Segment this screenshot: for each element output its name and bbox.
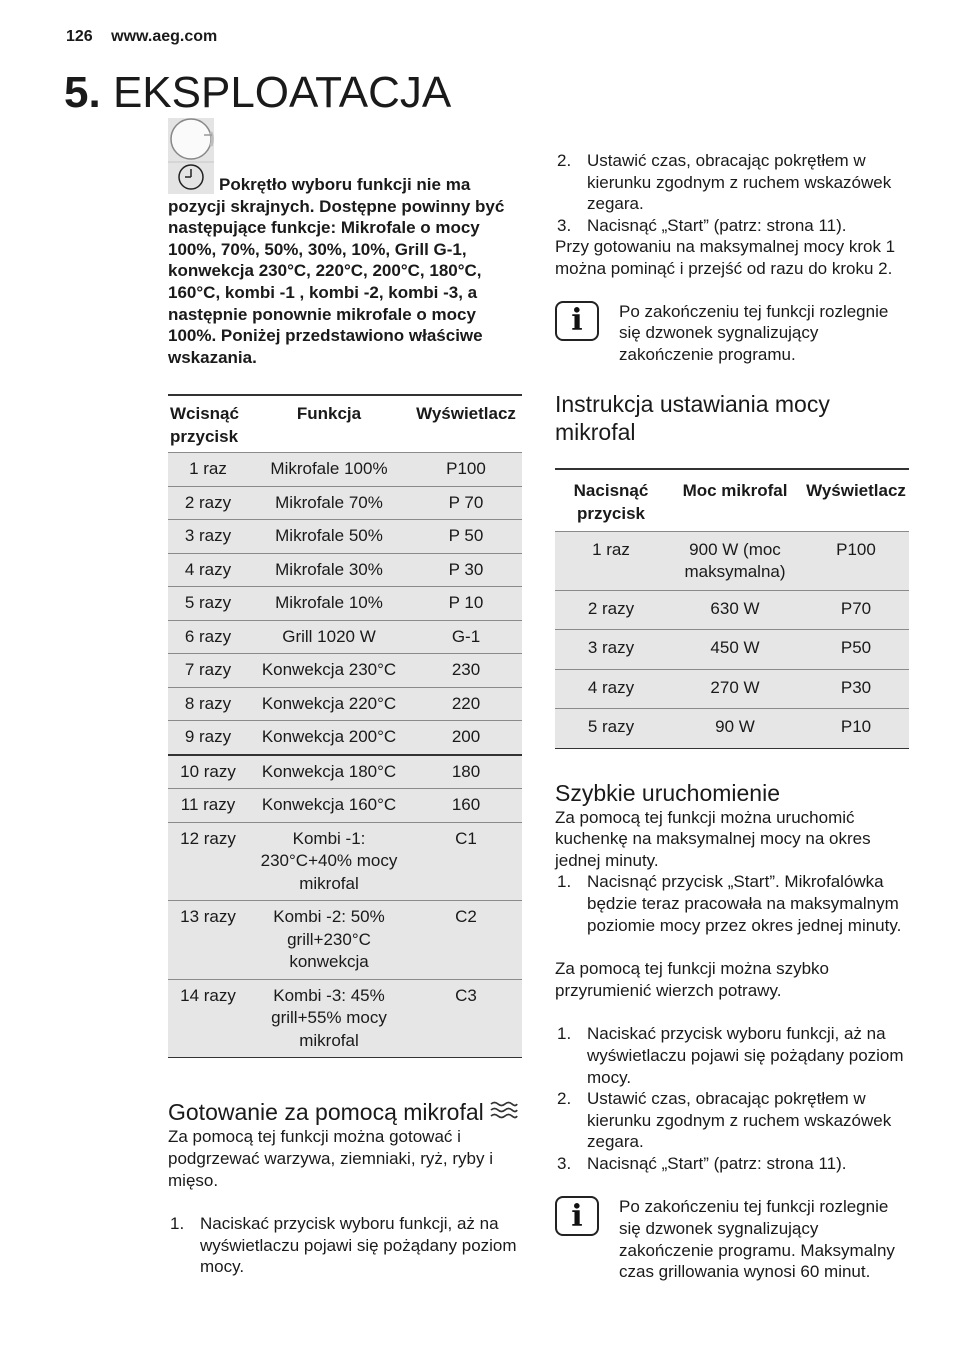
- col-display: Wyświetlacz: [416, 404, 516, 424]
- table-cell: 630 W: [710, 598, 760, 618]
- quick-intro: Za pomocą tej funkcji można uruchomić kuchenkę na maksymalnej mocy na okres jednej minuty.: [555, 807, 871, 870]
- microwave-intro: Za pomocą tej funkcji można gotować i podgrzewać warzywa, ziemniaki, ryż, ryby i mięso.: [168, 1127, 493, 1190]
- list-item: 2. Ustawić czas, obracając pokrętłem w kierunku zgodnym z ruchem wskazówek zegara.: [557, 1089, 892, 1152]
- table-cell: 900 W (moc maksymalna): [684, 539, 786, 582]
- page-number: 126: [66, 28, 93, 45]
- col-power: Moc mikrofal: [682, 480, 788, 500]
- quick-heading: Szybkie uruchomienie: [555, 779, 781, 806]
- table-cell: 5 razy: [587, 717, 635, 737]
- table-cell: 5 razy: [184, 593, 232, 613]
- microwave-note: Przy gotowaniu na maksymalnej mocy krok 1 można pominąć i przejść od razu do kroku 2.: [555, 237, 896, 278]
- table-cell: P10: [840, 717, 872, 737]
- microwave-steps-right: [555, 150, 909, 236]
- table-row: [168, 901, 522, 980]
- table-cell: G-1: [451, 626, 481, 646]
- table-cell: P 70: [448, 492, 484, 512]
- table-cell: Kombi -1: 230°C+40% mocy mikrofal: [260, 828, 398, 893]
- table-row: [168, 721, 522, 755]
- info-icon: i: [555, 1196, 599, 1236]
- table-cell: 270 W: [710, 677, 760, 697]
- table-cell: P 10: [448, 593, 484, 613]
- quick-steps: [555, 871, 909, 936]
- table-row: [168, 453, 522, 487]
- microwave-heading: [168, 1098, 522, 1126]
- table-row: [168, 979, 522, 1058]
- power-table: [555, 468, 909, 749]
- info-text: Po zakończeniu tej funkcji rozlegnie się dzwonek sygnalizujący zakończenie programu. Maksymalny czas grillowania wynosi 60 minut.: [619, 1197, 895, 1282]
- table-cell: P100: [836, 539, 876, 559]
- power-table-header: [555, 469, 909, 532]
- table-cell: Konwekcja 180°C: [261, 761, 397, 781]
- table-cell: Kombi -2: 50% grill+230°C konwekcja: [273, 907, 385, 972]
- list-item: 3. Nacisnąć „Start” (patrz: strona 11).: [557, 1153, 847, 1173]
- list-item: 3. Nacisnąć „Start” (patrz: strona 11).: [557, 215, 847, 235]
- table-cell: 9 razy: [184, 727, 232, 747]
- table-row: [168, 486, 522, 520]
- table-cell: 1 raz: [189, 459, 227, 479]
- table-cell: P70: [840, 598, 872, 618]
- chapter-title: EKSPLOATACJA: [112, 68, 452, 117]
- table-cell: Konwekcja 200°C: [261, 727, 397, 747]
- table-cell: P100: [446, 459, 486, 479]
- table-cell: Mikrofale 10%: [275, 593, 383, 613]
- table-cell: Mikrofale 30%: [275, 559, 383, 579]
- info-note: [555, 1196, 909, 1282]
- table-row: [168, 520, 522, 554]
- table-cell: Mikrofale 50%: [275, 526, 383, 546]
- list-item: 1. Naciskać przycisk wyboru funkcji, aż na wyświetlaczu pojawi się pożądany poziom mocy.: [170, 1214, 517, 1277]
- info-icon: i: [555, 301, 599, 341]
- table-cell: 3 razy: [587, 638, 635, 658]
- table-cell: Konwekcja 160°C: [261, 795, 397, 815]
- table-cell: C1: [455, 828, 477, 848]
- table-row: [555, 709, 909, 749]
- function-table-header: [168, 395, 522, 453]
- table-cell: 8 razy: [184, 693, 232, 713]
- table-cell: 450 W: [710, 638, 760, 658]
- knob-intro-text: Pokrętło wyboru funkcji nie ma pozycji skrajnych. Dostępne powinny być następujące funkcje: Mikrofale o mocy 100%, 70%, 50%, 30%, 10%, Grill G-1, konwekcja 230°C, 220°C, 200°C, 180°C, 160°C, kombi -1 , kombi -2, kombi -3, a następnie ponownie mikrofale o mocy 100%. Poniżej przedstawiono właściwe wskazania.: [168, 175, 505, 367]
- table-row: [555, 669, 909, 709]
- table-row: [168, 822, 522, 901]
- col-press: Wcisnąć przycisk: [170, 404, 239, 447]
- table-cell: 220: [451, 693, 481, 713]
- table-cell: Kombi -3: 45% grill+55% mocy mikrofal: [271, 985, 387, 1050]
- table-cell: 11 razy: [180, 795, 236, 815]
- table-row: [168, 687, 522, 721]
- chapter-number: 5.: [64, 68, 101, 117]
- table-cell: 230: [451, 660, 481, 680]
- page-title: [64, 68, 451, 118]
- table-row: [168, 789, 522, 823]
- col-function: Funkcja: [296, 404, 362, 424]
- page-header: [66, 28, 217, 46]
- microwave-waves-icon: [490, 1101, 518, 1121]
- col-press: Nacisnąć przycisk: [573, 480, 649, 523]
- table-row: [555, 630, 909, 670]
- table-cell: 4 razy: [184, 559, 232, 579]
- list-item: 1. Nacisnąć przycisk „Start”. Mikrofalówka będzie teraz pracowała na maksymalnym poziomie mocy przez okres jednej minuty.: [557, 872, 902, 935]
- col-display: Wyświetlacz: [806, 480, 906, 500]
- table-row: [168, 587, 522, 621]
- table-cell: Konwekcja 220°C: [261, 693, 397, 713]
- microwave-steps-left: [168, 1213, 522, 1278]
- table-cell: 4 razy: [587, 677, 635, 697]
- table-row: [168, 654, 522, 688]
- table-row: [168, 553, 522, 587]
- table-cell: 6 razy: [184, 626, 232, 646]
- table-cell: 10 razy: [180, 761, 236, 781]
- knob-clock-icon: [168, 118, 214, 194]
- table-cell: C2: [455, 907, 477, 927]
- table-cell: Konwekcja 230°C: [261, 660, 397, 680]
- header-url[interactable]: www.aeg.com: [111, 28, 218, 45]
- table-cell: Mikrofale 70%: [275, 492, 383, 512]
- function-table: [168, 394, 522, 1058]
- table-row: [168, 755, 522, 789]
- table-cell: P50: [840, 638, 872, 658]
- table-cell: 200: [451, 727, 481, 747]
- table-cell: 2 razy: [587, 598, 635, 618]
- table-cell: 14 razy: [180, 985, 236, 1005]
- list-item: 1. Naciskać przycisk wyboru funkcji, aż na wyświetlaczu pojawi się pożądany poziom mocy.: [557, 1024, 904, 1087]
- info-text: Po zakończeniu tej funkcji rozlegnie się dzwonek sygnalizujący zakończenie programu.: [619, 301, 889, 364]
- knob-intro: [168, 174, 522, 368]
- table-cell: P30: [840, 677, 872, 697]
- list-item: 2. Ustawić czas, obracając pokrętłem w kierunku zgodnym z ruchem wskazówek zegara.: [557, 151, 892, 214]
- table-cell: 12 razy: [180, 828, 236, 848]
- table-cell: Grill 1020 W: [282, 626, 376, 646]
- table-cell: 7 razy: [184, 660, 232, 680]
- right-column: [555, 150, 909, 1283]
- table-cell: 13 razy: [180, 907, 236, 927]
- table-cell: 1 raz: [592, 539, 630, 559]
- table-cell: 180: [451, 761, 481, 781]
- table-cell: Mikrofale 100%: [270, 459, 388, 479]
- grill-intro: Za pomocą tej funkcji można szybko przyrumienić wierzch potrawy.: [555, 959, 830, 1000]
- table-cell: 3 razy: [184, 526, 232, 546]
- table-cell: 90 W: [715, 717, 755, 737]
- table-cell: P 50: [448, 526, 484, 546]
- table-row: [555, 531, 909, 590]
- table-cell: 160: [451, 795, 481, 815]
- table-cell: C3: [455, 985, 477, 1005]
- power-heading: Instrukcja ustawiania mocy mikrofal: [555, 390, 830, 445]
- table-row: [168, 620, 522, 654]
- table-cell: P 30: [448, 559, 484, 579]
- grill-steps: [555, 1023, 909, 1174]
- left-column: [168, 118, 522, 1278]
- info-note: [555, 301, 909, 371]
- table-cell: 2 razy: [184, 492, 232, 512]
- table-row: [555, 590, 909, 630]
- microwave-heading-text: Gotowanie za pomocą mikrofal: [168, 1099, 484, 1126]
